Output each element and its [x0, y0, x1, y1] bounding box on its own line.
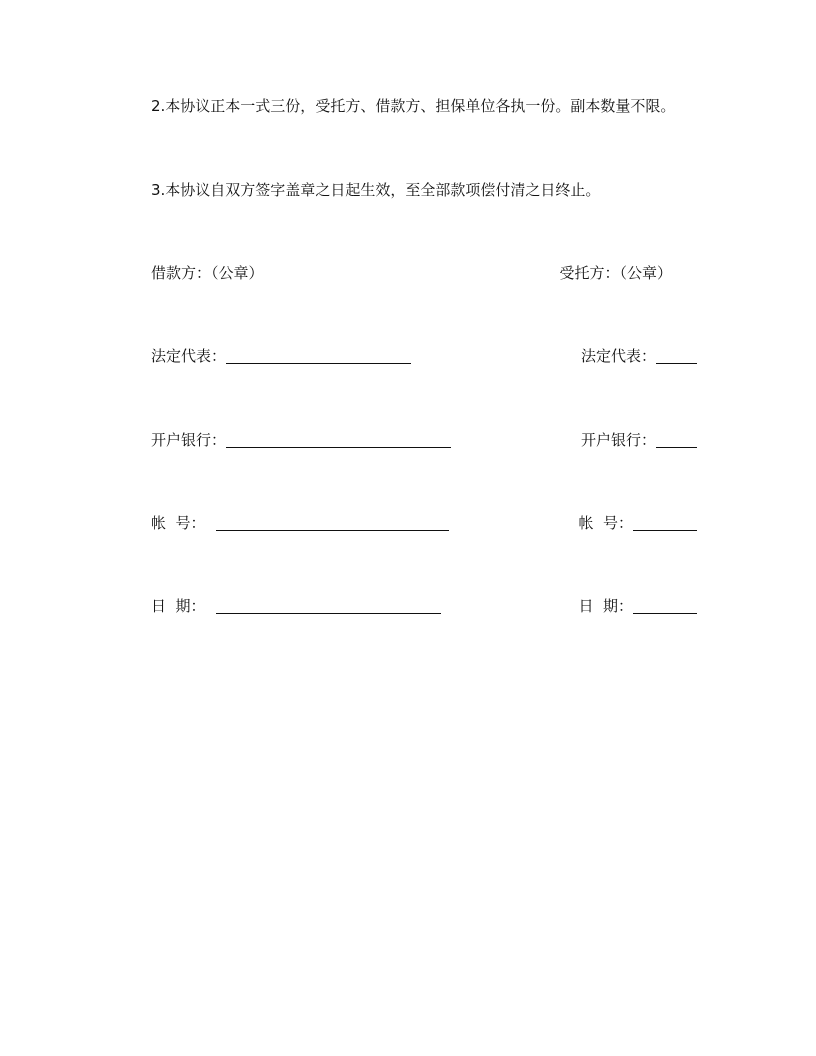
trustee-legal-rep — [581, 344, 697, 366]
trustee-party-label: 受托方：（公章） — [559, 264, 672, 282]
borrower-bank — [151, 428, 451, 450]
trustee-legal-rep-label: 法定代表： — [580, 347, 656, 365]
borrower-legal-rep — [151, 344, 411, 366]
borrower-legal-rep-blank[interactable] — [226, 345, 411, 364]
trustee-bank-label: 开户银行： — [580, 431, 656, 449]
trustee-account-blank[interactable] — [633, 512, 697, 531]
borrower-account-blank[interactable] — [216, 512, 449, 531]
borrower-account — [151, 511, 449, 533]
borrower-legal-rep-label: 法定代表： — [151, 347, 227, 365]
clause-3: 3.本协议自双方签字盖章之日起生效，至全部款项偿付清之日终止。 — [151, 181, 601, 199]
borrower-party — [151, 261, 264, 283]
borrower-date-label: 日 期： — [151, 597, 206, 615]
date-row — [151, 594, 697, 616]
trustee-party — [559, 261, 672, 283]
borrower-date-blank[interactable] — [216, 595, 441, 614]
trustee-bank-blank[interactable] — [656, 429, 697, 448]
legal-rep-row — [151, 344, 697, 366]
trustee-date-label: 日 期： — [578, 597, 633, 615]
borrower-bank-label: 开户银行： — [151, 431, 227, 449]
borrower-date — [151, 594, 441, 616]
trustee-date-blank[interactable] — [633, 595, 697, 614]
trustee-account — [578, 511, 697, 533]
bank-row — [151, 428, 697, 450]
borrower-party-label: 借款方：（公章） — [151, 264, 264, 282]
party-row — [151, 261, 697, 283]
trustee-legal-rep-blank[interactable] — [656, 345, 697, 364]
borrower-bank-blank[interactable] — [226, 429, 451, 448]
trustee-date — [578, 594, 697, 616]
clause-2: 2.本协议正本一式三份，受托方、借款方、担保单位各执一份。副本数量不限。 — [151, 97, 676, 115]
borrower-account-label: 帐 号： — [151, 514, 206, 532]
trustee-bank — [581, 428, 697, 450]
account-row — [151, 511, 697, 533]
trustee-account-label: 帐 号： — [578, 514, 633, 532]
